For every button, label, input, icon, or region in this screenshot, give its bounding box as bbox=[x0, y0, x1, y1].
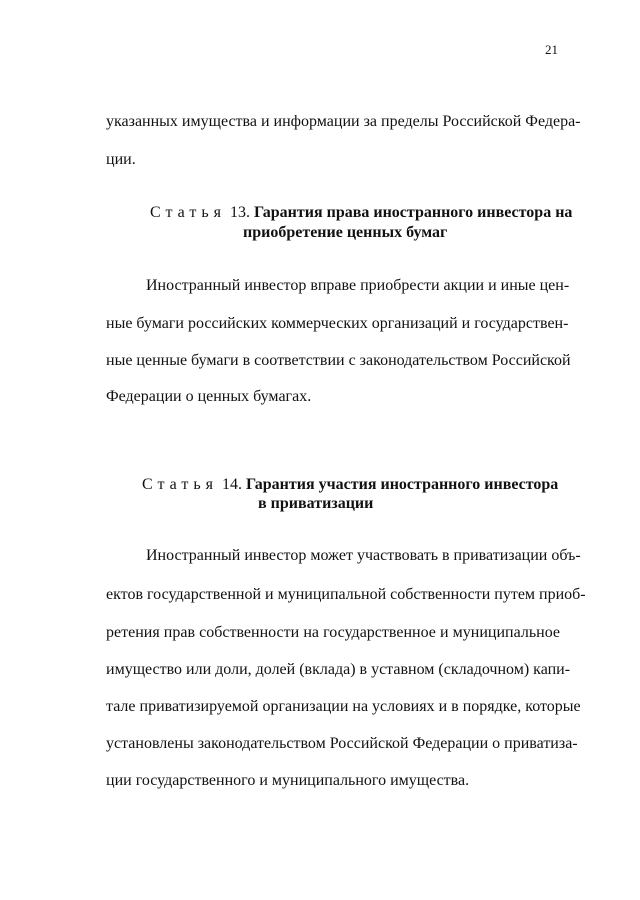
article-14-line-6: установлены законодательством Российской Федерации о приватиза- bbox=[106, 735, 578, 752]
article-14-title-line-2: в приватизации bbox=[258, 495, 374, 512]
article-14-line-4: имущество или доли, долей (вклада) в уставном (складочном) капи- bbox=[106, 661, 571, 678]
article-13-word: Статья bbox=[150, 204, 226, 221]
article-13-line-2: ные бумаги российских коммерческих организаций и государствен- bbox=[106, 315, 569, 332]
article-14-number: 14. bbox=[221, 476, 242, 493]
article-14-title-line-1: Гарантия участия иностранного инвестора bbox=[245, 476, 559, 493]
article-13-heading bbox=[150, 203, 572, 223]
article-13-line-3: ные ценные бумаги в соответствии с законодательством Российской bbox=[106, 352, 571, 369]
article-14-line-2: ектов государственной и муниципальной собственности путем приоб- bbox=[106, 586, 586, 603]
article-13-title-line-2: приобретение ценных бумаг bbox=[243, 224, 448, 241]
article-14-word: Статья bbox=[142, 476, 218, 493]
article-14-line-7: ции государственного и муниципального имущества. bbox=[106, 772, 470, 789]
intro-line-2: ции. bbox=[106, 151, 136, 168]
article-14-line-1: Иностранный инвестор может участвовать в приватизации объ- bbox=[146, 547, 581, 564]
article-14-line-3: ретения прав собственности на государственное и муниципальное bbox=[106, 624, 560, 641]
article-14-heading bbox=[142, 475, 558, 495]
page-number: 21 bbox=[545, 42, 558, 57]
article-13-title-line-1: Гарантия права иностранного инвестора на bbox=[253, 204, 573, 221]
intro-line-1: указанных имущества и информации за пределы Российской Федера- bbox=[106, 113, 581, 130]
article-13-line-4: Федерации о ценных бумагах. bbox=[106, 388, 312, 405]
article-13-line-1: Иностранный инвестор вправе приобрести акции и иные цен- bbox=[146, 277, 570, 294]
article-13-number: 13. bbox=[229, 204, 250, 221]
article-14-line-5: тале приватизируемой организации на условиях и в порядке, которые bbox=[106, 698, 581, 715]
